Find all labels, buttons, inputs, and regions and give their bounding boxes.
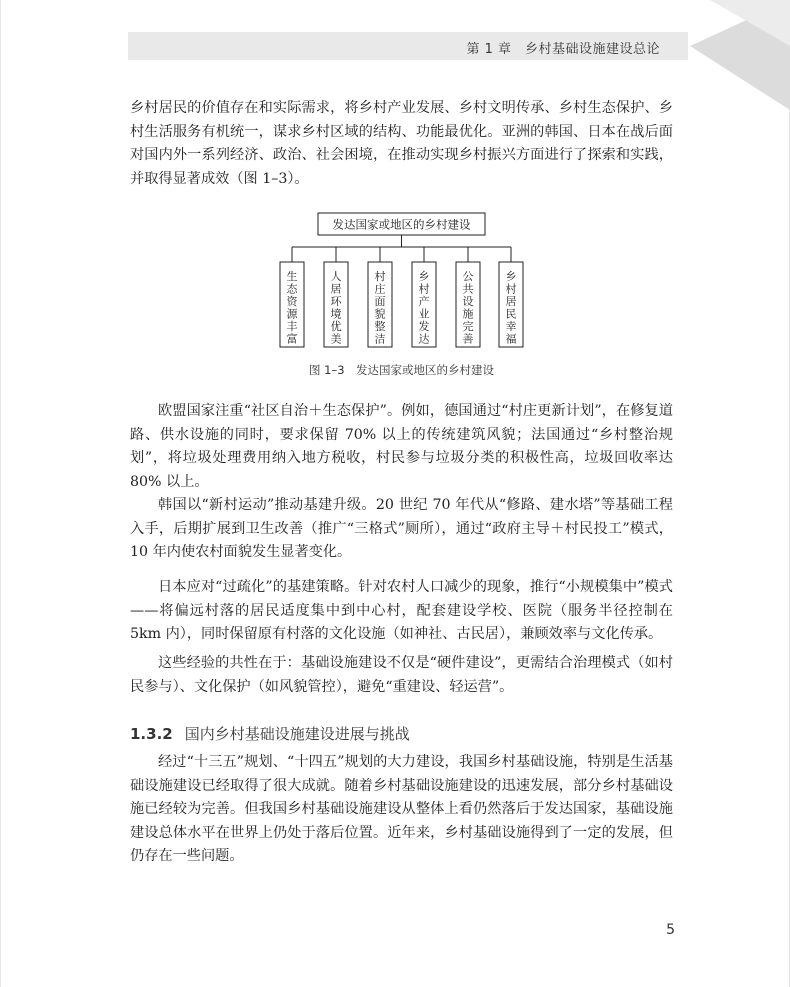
corner-decoration — [680, 0, 790, 110]
page-number: 5 — [666, 922, 675, 938]
paragraph-3: 韩国以“新村运动”推动基建升级。20 世纪 70 年代从“修路、建水塔”等基础工程入手，后期扩展到卫生改善（推广“三格式”厕所），通过“政府主导＋村民投工”模式，10 年内使农村面貌发生显著变化。 — [130, 497, 673, 560]
figure-caption: 图 1–3 发达国家或地区的乡村建设 — [308, 363, 495, 377]
diagram-root-label: 发达国家或地区的乡村建设 — [332, 217, 471, 232]
paragraph-5: 这些经验的共性在于：基础设施建设不仅是“硬件建设”，更需结合治理模式（如村民参与）、文化保护（如风貌管控），避免“重建设、轻运营”。 — [130, 655, 673, 695]
diagram-child-label: 村庄面貌整洁 — [374, 270, 386, 346]
diagram-child-label: 乡村居民幸福 — [505, 270, 517, 346]
section-title: 国内乡村基础设施建设进展与挑战 — [184, 725, 410, 743]
section-heading — [130, 723, 410, 744]
diagram-child-label: 生态资源丰富 — [286, 270, 298, 346]
diagram-child-label: 人居环境优美 — [330, 270, 342, 346]
paragraph-1: 乡村居民的价值存在和实际需求，将乡村产业发展、乡村文明传承、乡村生态保护、乡村生活服务有机统一，谋求乡村区域的结构、功能最优化。亚洲的韩国、日本在战后面对国内外一系列经济、政治、社会困境，在推动实现乡村振兴方面进行了探索和实践，并取得显著成效（图 1–3）。 — [130, 100, 673, 187]
figure-diagram — [130, 205, 673, 355]
paragraph-2: 欧盟国家注重“社区自治＋生态保护”。例如，德国通过“村庄更新计划”，在修复道路、供水设施的同时，要求保留 70% 以上的传统建筑风貌；法国通过“乡村整治规划”，将垃圾处理费用纳入地方税收，村民参与垃圾分类的积极性高，垃圾回收率达 80% 以上。 — [130, 403, 673, 490]
diagram-child-label: 乡村产业发达 — [418, 270, 430, 346]
section-number: 1.3.2 — [130, 725, 173, 743]
paragraph-4: 日本应对“过疏化”的基建策略。针对农村人口减少的现象，推行“小规模集中”模式——将偏远村落的居民适度集中到中心村，配套建设学校、医院（服务半径控制在 5km 内），同时保留原有村落的文化设施（如神社、古民居），兼顾效率与文化传承。 — [130, 579, 673, 642]
running-header: 第 1 章 乡村基础设施建设总论 — [466, 42, 660, 57]
diagram-child-label: 公共设施完善 — [462, 270, 474, 346]
paragraph-6: 经过“十三五”规划、“十四五”规划的大力建设，我国乡村基础设施，特别是生活基础设施建设已经取得了很大成就。随着乡村基础设施建设的迅速发展，部分乡村基础设施已经较为完善。但我国乡村基础设施建设从整体上看仍然落后于发达国家，基础设施建设总体水平在世界上仍处于落后位置。近年来，乡村基础设施得到了一定的发展，但仍存在一些问题。 — [130, 754, 673, 864]
